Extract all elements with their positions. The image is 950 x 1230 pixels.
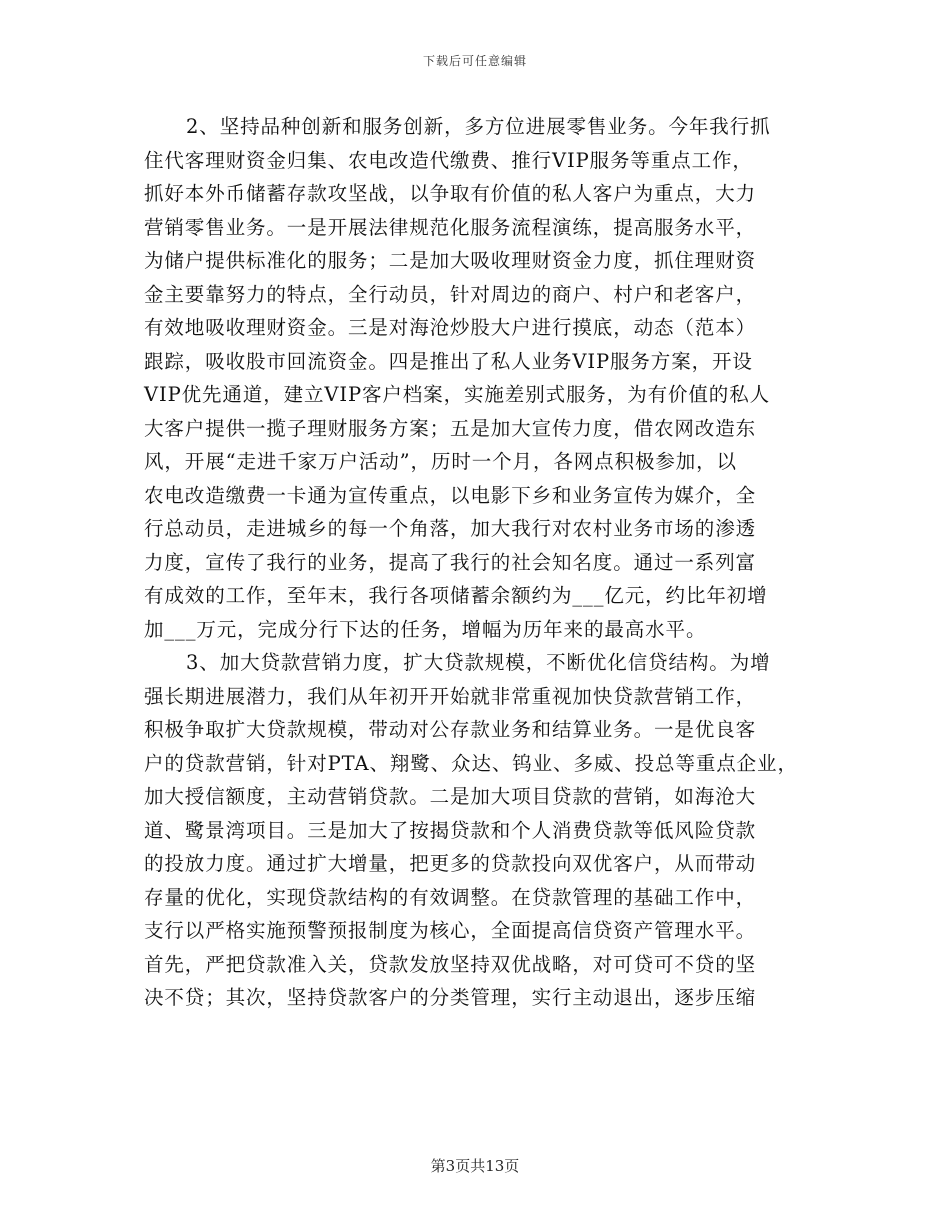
text-line: 支行以严格实施预警预报制度为核心，全面提高信贷资产管理水平。 bbox=[144, 919, 757, 942]
text-line: 积极争取扩大贷款规模，带动对公存款业务和结算业务。一是优良客 bbox=[144, 718, 757, 741]
text-line: 风，开展“走进千家万户活动”，历时一个月，各网点积极参加，以 bbox=[144, 450, 737, 473]
text-line: 首先，严把贷款准入关，贷款发放坚持双优战略，对可贷可不贷的坚 bbox=[144, 952, 757, 976]
text-line: 为储户提供标准化的服务；二是加大吸收理财资金力度，抓住理财资 bbox=[144, 249, 757, 272]
page-header: 下载后可任意编辑 bbox=[422, 54, 527, 68]
text-line: 道、鹭景湾项目。三是加大了按揭贷款和个人消费贷款等低风险贷款 bbox=[144, 818, 757, 842]
page-footer: 第3页共13页 bbox=[430, 1157, 520, 1175]
text-line: 加___万元，完成分行下达的任务，增幅为历年来的最高水平。 bbox=[144, 617, 707, 641]
text-line: 2、坚持品种创新和服务创新，多方位进展零售业务。今年我行抓 bbox=[186, 115, 771, 138]
text-line: 营销零售业务。一是开展法律规范化服务流程演练，提高服务水平， bbox=[144, 215, 757, 239]
text-line: 抓好本外币储蓄存款攻坚战，以争取有价值的私人客户为重点，大力 bbox=[144, 182, 757, 205]
text-line: 的投放力度。通过扩大增量，把更多的贷款投向双优客户，从而带动 bbox=[144, 852, 757, 875]
text-line: 农电改造缴费一卡通为宣传重点，以电影下乡和业务宣传为媒介，全 bbox=[144, 483, 757, 507]
text-line: 有成效的工作，至年末，我行各项储蓄余额约为___亿元，约比年初增 bbox=[144, 584, 768, 607]
text-line: 存量的优化，实现贷款结构的有效调整。在贷款管理的基础工作中， bbox=[144, 885, 757, 909]
text-line: 大客户提供一揽子理财服务方案；五是加大宣传力度，借农网改造东 bbox=[144, 416, 757, 440]
text-line: 行总动员，走进城乡的每一个角落，加大我行对农村业务市场的渗透 bbox=[144, 517, 757, 540]
text-line: 加大授信额度，主动营销贷款。二是加大项目贷款的营销，如海沧大 bbox=[144, 785, 757, 808]
text-line: 力度，宣传了我行的业务，提高了我行的社会知名度。通过一系列富 bbox=[144, 550, 757, 574]
text-line: 跟踪，吸收股市回流资金。四是推出了私人业务VIP服务方案，开设 bbox=[144, 349, 753, 373]
text-line: 有效地吸收理财资金。三是对海沧炒股大户进行摸底，动态（范本） bbox=[144, 316, 757, 339]
document-body bbox=[144, 110, 806, 1015]
text-line: 强长期进展潜力，我们从年初开开始就非常重视加快贷款营销工作， bbox=[144, 684, 757, 708]
paragraph bbox=[144, 110, 806, 646]
text-line: 住代客理财资金归集、农电改造代缴费、推行VIP服务等重点工作， bbox=[144, 148, 753, 172]
text-line: 3、加大贷款营销力度，扩大贷款规模，不断优化信贷结构。为增 bbox=[186, 651, 771, 674]
text-line: 决不贷；其次，坚持贷款客户的分类管理，实行主动退出，逐步压缩 bbox=[144, 986, 757, 1009]
text-line: 户的贷款营销，针对PTA、翔鹭、众达、钨业、多威、投总等重点企业， bbox=[144, 751, 798, 775]
text-line: 金主要靠努力的特点，全行动员，针对周边的商户、村户和老客户， bbox=[144, 282, 757, 306]
text-line: VIP优先通道，建立VIP客户档案，实施差别式服务，为有价值的私人 bbox=[144, 383, 771, 406]
paragraph bbox=[144, 646, 806, 1015]
